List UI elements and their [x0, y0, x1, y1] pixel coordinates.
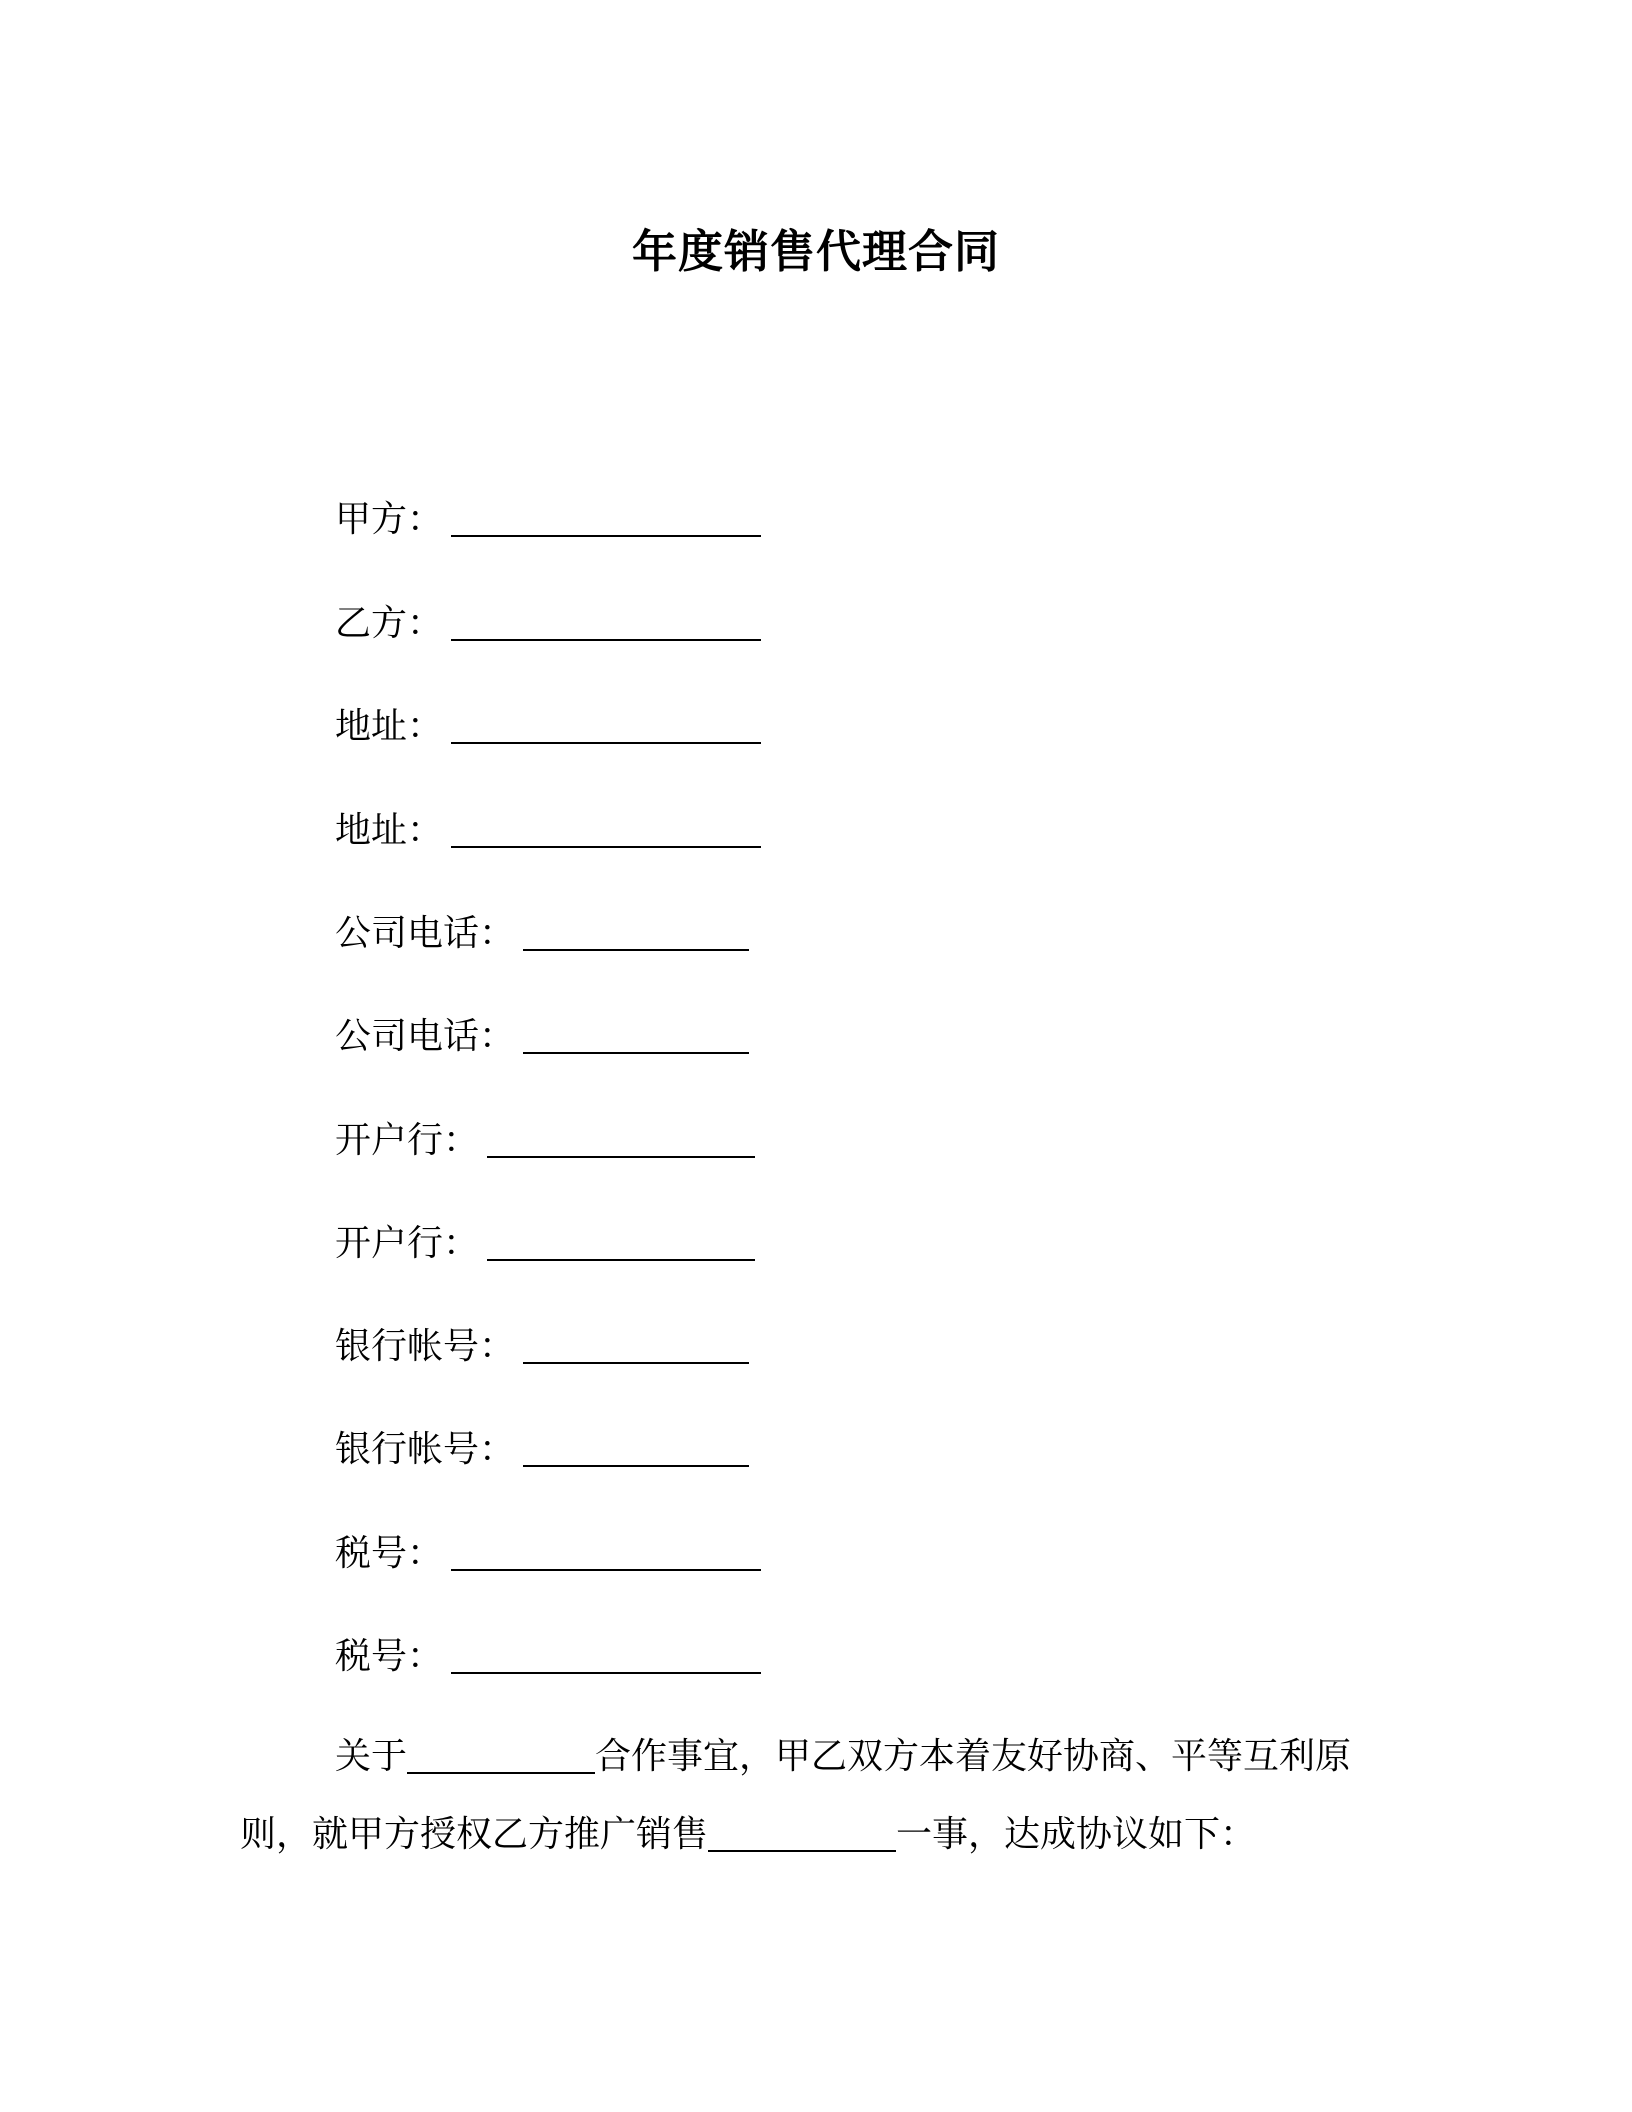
party-a-blank[interactable]: [451, 495, 761, 537]
party-b-field: [335, 599, 761, 649]
bank-label-1: 开户行：: [335, 1120, 480, 1161]
intro-text-2: 合作事宜，甲乙双方本着友好协商、平等互利原: [595, 1736, 1352, 1777]
address-label-2: 地址：: [335, 810, 444, 851]
tax-id-field-2: [335, 1632, 761, 1682]
bank-blank-1[interactable]: [487, 1116, 755, 1158]
intro-text-4: 一事，达成协议如下：: [896, 1814, 1257, 1855]
company-phone-field-1: [335, 909, 749, 959]
intro-paragraph-line-2: [240, 1810, 1256, 1860]
tax-id-label-2: 税号：: [335, 1636, 444, 1677]
bank-blank-2[interactable]: [487, 1219, 755, 1261]
bank-account-field-1: [335, 1322, 749, 1372]
company-phone-blank-2[interactable]: [523, 1012, 749, 1054]
company-phone-label-2: 公司电话：: [335, 1016, 516, 1057]
intro-text-1: 关于: [335, 1736, 408, 1777]
bank-account-field-2: [335, 1425, 749, 1475]
bank-field-1: [335, 1116, 755, 1166]
document-title: 年度销售代理合同: [631, 225, 1000, 278]
party-b-label: 乙方：: [335, 603, 444, 644]
party-b-blank[interactable]: [451, 599, 761, 641]
tax-id-field-1: [335, 1529, 761, 1579]
intro-text-3: 则，就甲方授权乙方推广销售: [240, 1814, 709, 1855]
company-phone-field-2: [335, 1012, 749, 1062]
bank-account-label-1: 银行帐号：: [335, 1326, 516, 1367]
company-phone-blank-1[interactable]: [523, 909, 749, 951]
party-a-field: [335, 495, 761, 545]
address-blank-1[interactable]: [451, 702, 761, 744]
address-field-1: [335, 702, 761, 752]
tax-id-blank-1[interactable]: [451, 1529, 761, 1571]
bank-account-blank-2[interactable]: [523, 1425, 749, 1467]
party-a-label: 甲方：: [335, 499, 444, 540]
bank-field-2: [335, 1219, 755, 1269]
bank-label-2: 开户行：: [335, 1223, 480, 1264]
bank-account-label-2: 银行帐号：: [335, 1429, 516, 1470]
bank-account-blank-1[interactable]: [523, 1322, 749, 1364]
company-phone-label-1: 公司电话：: [335, 913, 516, 954]
address-blank-2[interactable]: [451, 806, 761, 848]
address-field-2: [335, 806, 761, 856]
tax-id-label-1: 税号：: [335, 1533, 444, 1574]
tax-id-blank-2[interactable]: [451, 1632, 761, 1674]
cooperation-subject-blank[interactable]: [407, 1732, 595, 1774]
product-blank[interactable]: [708, 1810, 896, 1852]
intro-paragraph-line-1: [335, 1732, 1351, 1782]
address-label-1: 地址：: [335, 706, 444, 747]
